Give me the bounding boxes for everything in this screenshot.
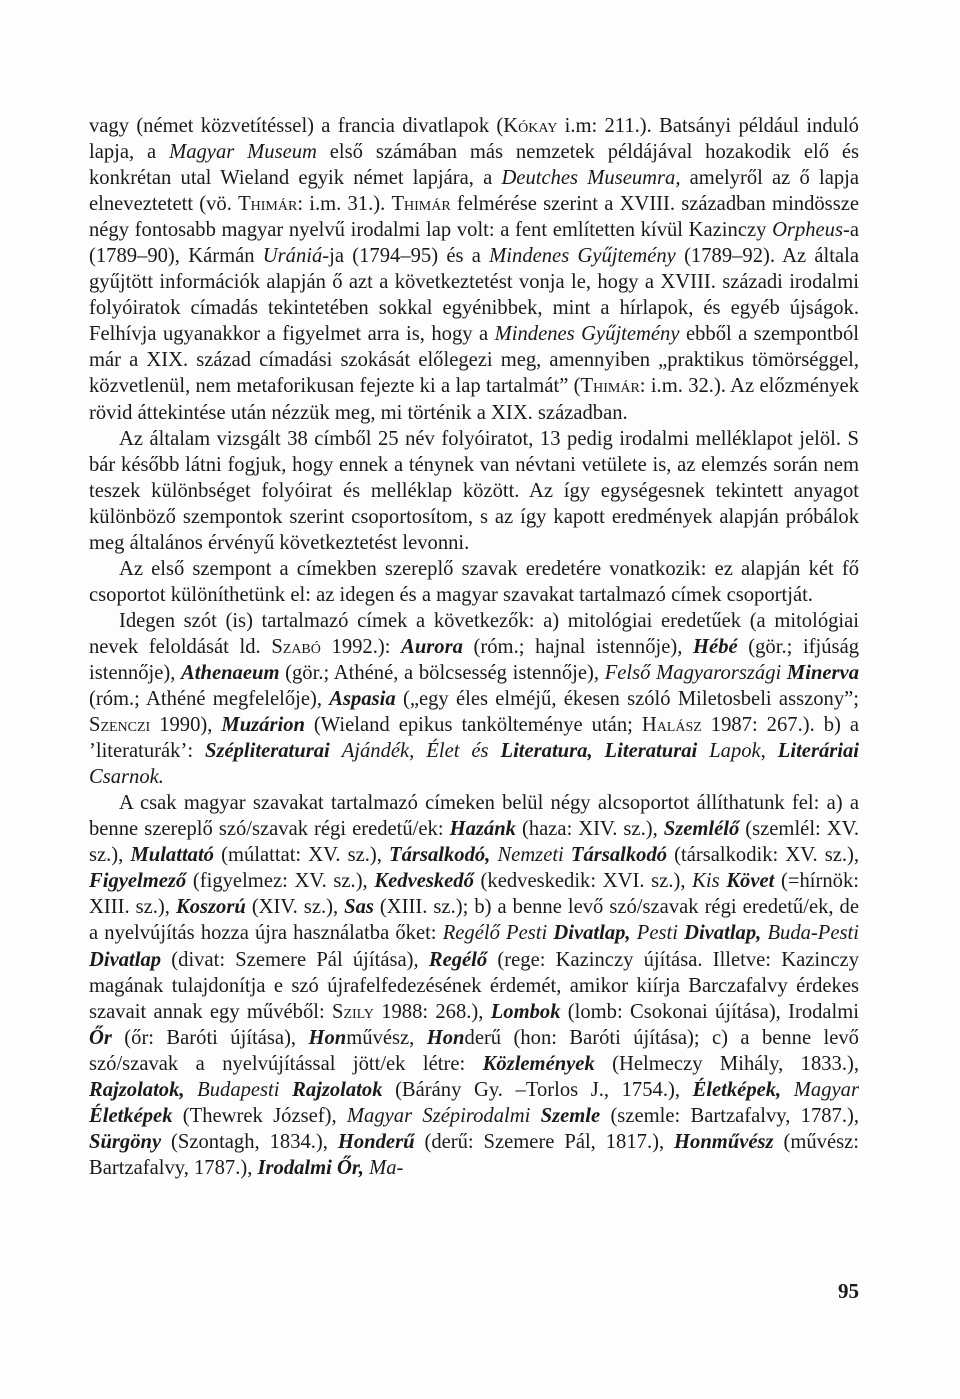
text-run: Ma- [369, 1156, 404, 1179]
text-run: Őr [89, 1026, 112, 1049]
text-run: (figyelmez: XV. sz.), [186, 870, 375, 893]
text-run: vagy (német közvetítéssel) a francia divatlapok ( [89, 115, 504, 137]
text-run: Közlemények [482, 1052, 595, 1075]
text-run: Literatura, [500, 740, 593, 763]
text-run: Szépliteraturai [205, 740, 330, 763]
text-run: Kis [692, 870, 720, 893]
text-run: Koszorú [175, 896, 246, 919]
text-run: Ajándék, [341, 740, 415, 763]
text-run: Literaturai [604, 740, 698, 763]
text-run: Az első szempont a címekben szereplő szavak eredetére vonatkozik: ez alapján két fő csoportot különíthetünk el: az idegen és a magyar szavakat tartalmazó címek csoportját. [89, 557, 859, 606]
text-run: (Bárány Gy. –Torlos J., 1754.), [382, 1078, 693, 1101]
text-run: : i.m. 32.). Az előzmények rövid áttekintése után nézzük meg, mi történik a XIX. században. [89, 375, 859, 424]
text-run [489, 740, 501, 762]
text-run [593, 740, 605, 762]
text-run [781, 1079, 794, 1101]
text-run [697, 740, 709, 762]
text-run: : i.m. 31.). [297, 193, 392, 216]
text-run: (kedveskedik: XVI. sz.), [473, 870, 693, 893]
text-run: Honderű [337, 1130, 415, 1153]
text-run: Budapesti [197, 1078, 280, 1101]
text-run: Aspasia [329, 688, 396, 711]
text-run: -a (1789–90), Kármán [89, 219, 859, 268]
text-run [280, 1079, 293, 1101]
text-run: Minerva [786, 661, 859, 684]
text-run: (Szontagh, 1834.), [161, 1130, 338, 1153]
text-run: Divatlap, [553, 922, 631, 945]
paragraph-5 [89, 790, 859, 1181]
text-run: Kedveskedő [374, 870, 474, 893]
text-run: (derű: Szemere Pál, 1817.), [414, 1130, 675, 1153]
text-run: Honművész [674, 1130, 774, 1153]
text-run: Pesti [636, 922, 678, 945]
paragraph-2 [89, 426, 859, 556]
paragraph-3 [89, 556, 859, 608]
text-run: Deutches Museumra, [501, 167, 681, 190]
text-run: Az általam vizsgált 38 címből 25 név folyóiratot, 13 pedig irodalmi melléklapot jelöl. S bár később látni fogjuk, hogy ennek a ténynek van névtani vetülete is, az elemzés során nem teszek különbséget folyóirat és melléklap között. Az így egységesnek tekintett anyagot különböző szempontok szerint csoportosítom, s az így kapott eredmények alapján próbálok meg általános érvényű következtetést levonni. [89, 427, 859, 554]
text-run: Kókay [503, 115, 558, 137]
text-run: Szabó [271, 635, 321, 658]
text-run: művész, [346, 1026, 427, 1049]
text-run: (rege: Kazinczy újítása. Illetve: Kazinczy magának tulajdonítja e szó újrafelfedezésének érdemét, amikor kiírja Barczafalvy érdekes szavait annak egy művéből: [89, 948, 859, 1023]
text-run: Aurora [401, 635, 463, 658]
text-run: Életképek, [692, 1078, 782, 1101]
paragraph-4 [89, 608, 859, 790]
text-run: Szemlélő [663, 818, 740, 841]
text-run: Lapok, [709, 740, 766, 763]
paragraph-1 [89, 113, 859, 426]
text-run: Magyar Szépirodalmi [346, 1104, 531, 1127]
text-run: Thimár [391, 193, 451, 216]
text-run: (gör.; ifjúság istennője), [89, 635, 860, 684]
text-run: amelyről az ő lapja elneveztetett (vö. [89, 167, 860, 216]
text-run: (lomb: Csokonai újítása), Irodalmi [560, 1000, 860, 1023]
text-run: 1988: 268.), [373, 1000, 491, 1023]
text-run: Orpheus [772, 219, 843, 242]
text-run: Thimár [238, 193, 298, 216]
text-run: Szemle [540, 1104, 601, 1127]
text-run: Magyar Museum [169, 141, 317, 164]
text-run: (XIV. sz.), [245, 896, 345, 919]
text-run [330, 740, 342, 762]
text-run: (divat: Szemere Pál újítása), [161, 948, 429, 971]
text-run: Mulattató [130, 844, 214, 867]
text-run: (múlattat: XV. sz.), [213, 844, 390, 867]
text-run: (1789–92). Az általa gyűjtött információk alapján ő azt a következtetést vonja le, hogy a XVIII. századi irodalmi folyóiratok címadás tekintetében sokkal egyénibbek, mint a hírlapok, és egyéb újságok. Felhívja ugyanakkor a figyelmet arra is, hogy a [89, 245, 859, 346]
text-run: Követ [726, 870, 775, 893]
page-number: 95 [838, 1279, 859, 1303]
text-run: Élet és [426, 740, 489, 763]
text-run: derű (hon: Baróti újítása); c) a benne levő szó/szavak a nyelvújítással jött/ek létre: [89, 1026, 859, 1075]
text-run: (Wieland epikus tankölteménye után; [304, 714, 642, 737]
text-run: Halász [641, 714, 702, 737]
text-run: (őr: Baróti újítása), [111, 1026, 309, 1049]
text-run: Lombok [490, 1000, 561, 1023]
text-run: első számában más nemzetek példájával hozakodik elő és konkrétan utal Wieland egyik német lapjára, a [89, 141, 860, 190]
text-run: (társalkodik: XV. sz.), [667, 844, 860, 867]
text-run: (XIII. sz.); b) a benne levő szó/szavak régi eredetű/ek, de a nyelvújítás hozza újra használatba őket: [89, 896, 859, 945]
text-run: ebből a szempontból már a XIX. század címadási szokását előlegezi meg, amennyiben „praktikus tömörséggel, közvetlenül, nem metaforikusan fejezte ki a lap tartalmát” ( [89, 323, 859, 398]
text-run: Csarnok. [89, 766, 164, 789]
text-run: (szemlél: XV. sz.), [89, 818, 860, 867]
text-run: (róm.; hajnal istennője), [462, 635, 694, 658]
text-run: Divatlap, [684, 922, 762, 945]
text-run: Thimár [580, 375, 640, 398]
text-run [414, 740, 426, 762]
text-run: Életképek [89, 1104, 173, 1127]
text-run: Rajzolatok, [89, 1078, 185, 1101]
text-run: 1987: 267.). b) a ’literaturák’: [89, 714, 859, 763]
text-run: Figyelmező [89, 870, 187, 893]
text-run: Társalkodó, [389, 844, 491, 867]
text-run: Hazánk [449, 818, 516, 841]
text-run: Sas [344, 896, 374, 919]
text-run: (haza: XIV. sz.), [515, 818, 664, 841]
text-run: („egy éles elméjű, ékesen szóló Miletosbeli asszony”; [395, 688, 859, 711]
text-run: Mindenes Gyűjtemény [494, 323, 680, 346]
text-run: Felső Magyarországi [604, 661, 782, 684]
text-run: (művész: Bartzafalvy, 1787.), [89, 1130, 859, 1179]
text-run: (=hírnök: XIII. sz.), [89, 870, 859, 919]
text-run: i.m: 211.). Batsányi például induló lapja, a [89, 115, 859, 164]
text-run: felmérése szerint a XVIII. században mindössze négy fontosabb magyar nyelvű irodalmi lap volt: a fent említetten kívül Kazinczy [89, 193, 859, 242]
text-run: Athenaeum [181, 661, 280, 684]
text-run: Mindenes Gyűjtemény [489, 245, 676, 268]
text-run: Irodalmi Őr, [257, 1156, 364, 1179]
text-run: (gör.; Athéné, a bölcsesség istennője), [279, 661, 605, 684]
text-run [564, 844, 571, 866]
text-run [185, 1079, 198, 1101]
text-run: Társalkodó [570, 844, 668, 867]
text-run: Divatlap [89, 948, 162, 971]
text-run: Magyar [793, 1078, 859, 1101]
text-run: Hon [426, 1026, 465, 1049]
body-text [89, 113, 859, 1181]
text-run: Hébé [693, 635, 738, 658]
text-run: Urániá [262, 245, 323, 268]
text-run: Regélő [428, 948, 488, 971]
text-run: Sürgöny [89, 1130, 162, 1153]
text-run: Szily [331, 1000, 374, 1023]
text-run: 1992.): [320, 635, 402, 658]
text-run [530, 1105, 540, 1127]
text-run: (róm.; Athéné megfelelője), [89, 688, 330, 711]
text-run: (szemle: Bartzafalvy, 1787.), [600, 1104, 859, 1127]
text-run: Buda-Pesti [767, 922, 859, 945]
text-run: 1990), [150, 714, 222, 737]
text-run: Hon [308, 1026, 347, 1049]
text-run: Rajzolatok [292, 1078, 383, 1101]
text-run: Szenczi [89, 714, 151, 737]
text-run: (Thewrek József), [172, 1104, 347, 1127]
text-run [766, 740, 778, 762]
text-run: A csak magyar szavakat tartalmazó címeken belül négy alcsoportot állíthatunk fel: a) a benne szereplő szó/szavak régi eredetű/ek: [89, 792, 859, 841]
text-run: Muzárion [221, 714, 305, 737]
text-run: (Helmeczy Mihály, 1833.), [594, 1052, 859, 1075]
text-run: Literáriai [777, 740, 860, 763]
text-run: Idegen szót (is) tartalmazó címek a következők: a) mitológiai eredetűek (a mitológiai nevek feloldását ld. [89, 609, 859, 658]
text-run: -ja (1794–95) és a [322, 245, 490, 268]
text-run: Nemzeti [497, 844, 564, 867]
text-run: Regélő Pesti [442, 922, 548, 945]
